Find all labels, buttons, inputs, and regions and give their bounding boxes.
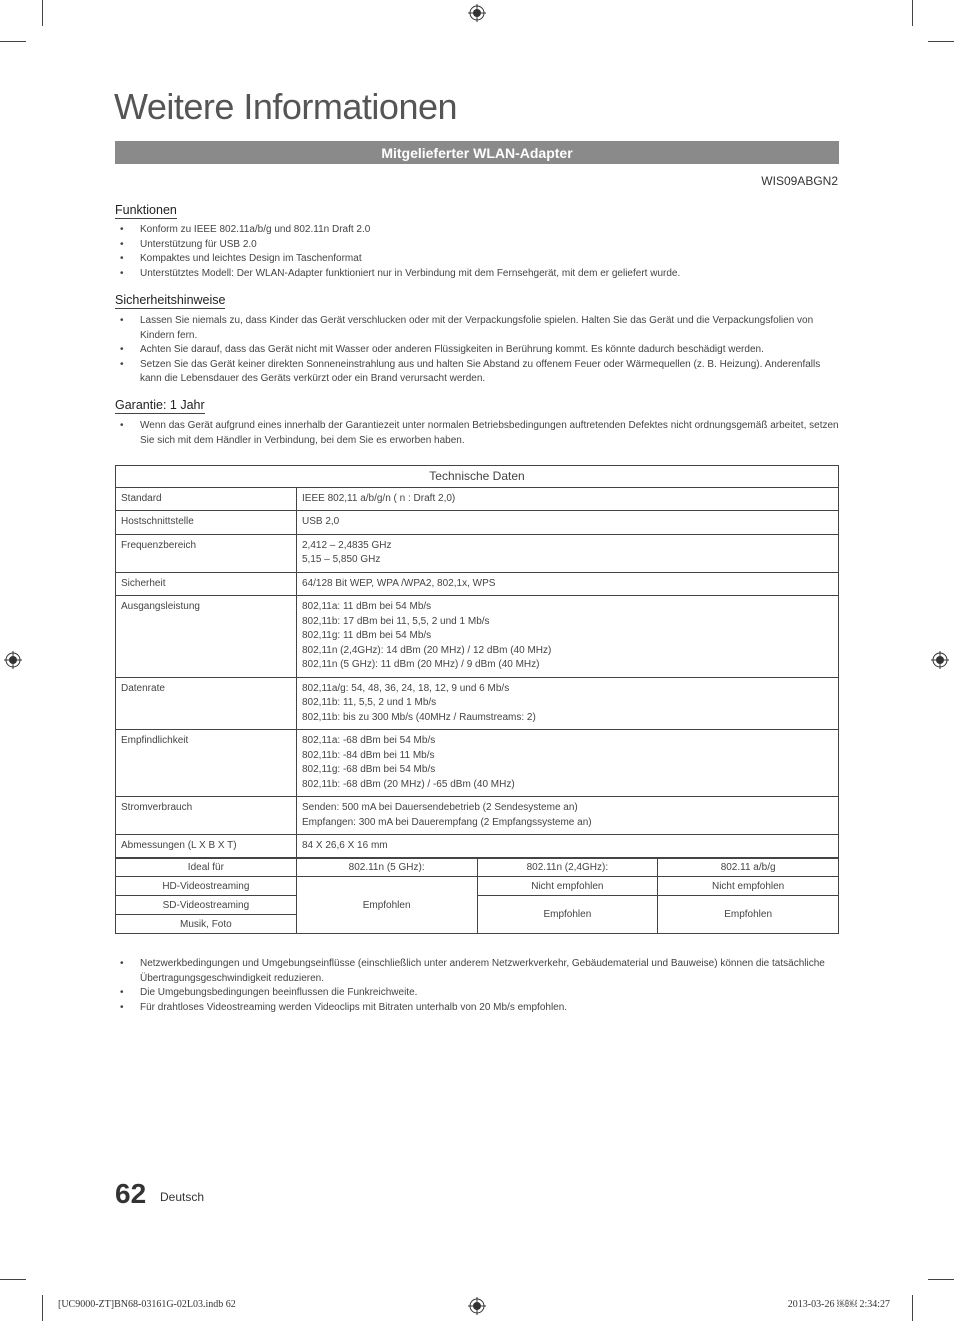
spec-value [297,797,839,835]
spec-line: 802,11n (2,4GHz): 14 dBm (20 MHz) / 12 dBm (40 MHz) [302,644,552,656]
page-title: Weitere Informationen [114,86,458,127]
spec-line: 802,11a/g: 54, 48, 36, 24, 18, 12, 9 und 6 Mb/s [302,682,510,694]
spec-key: Sicherheit [116,572,297,596]
spec-key: Ausgangsleistung [116,596,297,678]
table-row [116,835,839,859]
crop-mark [912,0,913,26]
section-title-bar: Mitgelieferter WLAN-Adapter [115,141,839,164]
print-footer-timestamp: 2013-03-26 ￼￼ 2:34:27 [787,1299,890,1310]
spec-value [297,487,839,511]
list-item: • Netzwerkbedingungen und Umgebungseinflüsse (einschließlich unter anderem Netzwerkverkehr, Gebäudematerial und Bauweise) können die tatsächliche Übertragungsgeschwindigkeit reduzieren. [120,957,840,986]
spec-line: 802,11b: bis zu 300 Mb/s (40MHz / Raumstreams: 2) [302,711,536,723]
spec-line: 802,11n (5 GHz): 11 dBm (20 MHz) / 9 dBm (40 MHz) [302,659,540,670]
spec-table [115,465,839,859]
notes-list [120,957,840,1015]
spec-line: IEEE 802,11 a/b/g/n ( n : Draft 2,0) [302,492,456,504]
model-number: WIS09ABGN2 [761,174,838,188]
compat-use-case: SD-Videostreaming [116,896,297,915]
spec-line: 2,412 – 2,4835 GHz [302,539,392,551]
warranty-heading: Garantie: 1 Jahr [115,398,205,412]
table-row [116,487,839,511]
list-item: • Unterstützung für USB 2.0 [120,238,840,253]
list-item: • Die Umgebungsbedingungen beeinflussen die Funkreichweite. [120,986,840,1001]
crop-mark [0,41,26,42]
spec-line: USB 2,0 [302,516,340,527]
list-item: • Konform zu IEEE 802.11a/b/g und 802.11n Draft 2.0 [120,223,840,238]
safety-heading: Sicherheitshinweise [115,293,226,307]
warranty-list [120,419,840,448]
crop-mark [42,1295,43,1321]
spec-value [297,572,839,596]
spec-line: 5,15 – 5,850 GHz [302,554,381,565]
compat-header-cell: 802.11n (2,4GHz): [477,858,658,877]
registration-mark-icon [468,4,486,22]
table-row [116,797,839,835]
spec-line: 802,11a: -68 dBm bei 54 Mb/s [302,735,436,746]
list-item: • Kompaktes und leichtes Design im Taschenformat [120,252,840,267]
crop-mark [42,0,43,26]
registration-mark-icon [4,651,22,669]
spec-line: 84 X 26,6 X 16 mm [302,840,388,851]
compat-use-case: HD-Videostreaming [116,877,297,896]
registration-mark-icon [468,1297,486,1315]
spec-key: Standard [116,487,297,511]
table-row [116,896,839,915]
table-row [116,730,839,797]
spec-key: Datenrate [116,677,297,730]
compat-use-case: Musik, Foto [116,915,297,934]
spec-line: 802,11b: 17 dBm bei 11, 5,5, 2 und 1 Mb/s [302,615,490,627]
list-item: • Achten Sie darauf, dass das Gerät nicht mit Wasser oder anderen Flüssigkeiten in Berührung kommt. Es könnte dadurch beschädigt werden. [120,343,840,358]
spec-line: 802,11a: 11 dBm bei 54 Mb/s [302,601,432,612]
functions-heading: Funktionen [115,203,177,217]
compat-cell: Empfohlen [658,896,839,934]
page-number: 62 [115,1178,147,1209]
spec-line: 802,11b: 11, 5,5, 2 und 1 Mb/s [302,697,437,708]
table-row [116,877,839,896]
spec-value [297,835,839,859]
table-row [116,858,839,877]
spec-key: Empfindlichkeit [116,730,297,797]
safety-list [120,314,840,387]
spec-line: 802,11b: -68 dBm (20 MHz) / -65 dBm (40 MHz) [302,778,515,790]
spec-line: 64/128 Bit WEP, WPA /WPA2, 802,1x, WPS [302,577,496,589]
compat-header-cell: Ideal für [116,858,297,877]
spec-table-title: Technische Daten [116,466,839,488]
list-item: • Lassen Sie niemals zu, dass Kinder das Gerät verschlucken oder mit der Verpackungsfolie spielen. Halten Sie das Gerät und die Verpackungsfolien von Kindern fern. [120,314,840,343]
compat-table [115,857,839,934]
compat-header-cell: 802.11 a/b/g [658,858,839,877]
compat-header-cell: 802.11n (5 GHz): [296,858,477,877]
functions-list [120,223,840,281]
spec-line: Empfangen: 300 mA bei Dauerempfang (2 Empfangssysteme an) [302,816,592,828]
compat-cell: Empfohlen [296,877,477,934]
spec-line: Senden: 500 mA bei Dauersendebetrieb (2 Sendesysteme an) [302,802,578,813]
crop-mark [928,1279,954,1280]
list-item: • Für drahtloses Videostreaming werden Videoclips mit Bitraten unterhalb von 20 Mb/s empfohlen. [120,1001,840,1016]
list-item: • Wenn das Gerät aufgrund eines innerhalb der Garantiezeit unter normalen Betriebsbedingungen auftretenden Defektes nicht ordnungsgemäß arbeitet, setzen Sie sich mit dem Händler in Verbindung, bei dem Sie es erworben haben. [120,419,840,448]
spec-line: 802,11b: -84 dBm bei 11 Mb/s [302,749,435,761]
spec-key: Abmessungen (L X B X T) [116,835,297,859]
print-footer-file: [UC9000-ZT]BN68-03161G-02L03.indb 62 [58,1299,236,1310]
table-row [116,534,839,572]
table-row [116,596,839,678]
spec-key: Frequenzbereich [116,534,297,572]
list-item: • Unterstütztes Modell: Der WLAN-Adapter funktioniert nur in Verbindung mit dem Fernsehgerät, mit dem er geliefert wurde. [120,267,840,282]
table-row [116,677,839,730]
spec-line: 802,11g: 11 dBm bei 54 Mb/s [302,630,432,641]
spec-value [297,677,839,730]
compat-cell: Nicht empfohlen [477,877,658,896]
list-item: • Setzen Sie das Gerät keiner direkten Sonneneinstrahlung aus und halten Sie Abstand zu offenem Feuer oder Wärmequellen (z. B. Heizung). Anderenfalls kann die Lebensdauer des Geräts verkürzt oder ein Brand verursacht werden. [120,358,840,387]
compat-cell: Nicht empfohlen [658,877,839,896]
spec-value [297,511,839,535]
table-row [116,511,839,535]
spec-value [297,534,839,572]
crop-mark [0,1279,26,1280]
crop-mark [928,41,954,42]
page-language: Deutsch [160,1190,205,1204]
spec-key: Hostschnittstelle [116,511,297,535]
spec-value [297,596,839,678]
compat-cell: Empfohlen [477,896,658,934]
spec-value [297,730,839,797]
table-row [116,572,839,596]
registration-mark-icon [931,651,949,669]
spec-key: Stromverbrauch [116,797,297,835]
spec-line: 802,11g: -68 dBm bei 54 Mb/s [302,764,436,775]
crop-mark [912,1295,913,1321]
